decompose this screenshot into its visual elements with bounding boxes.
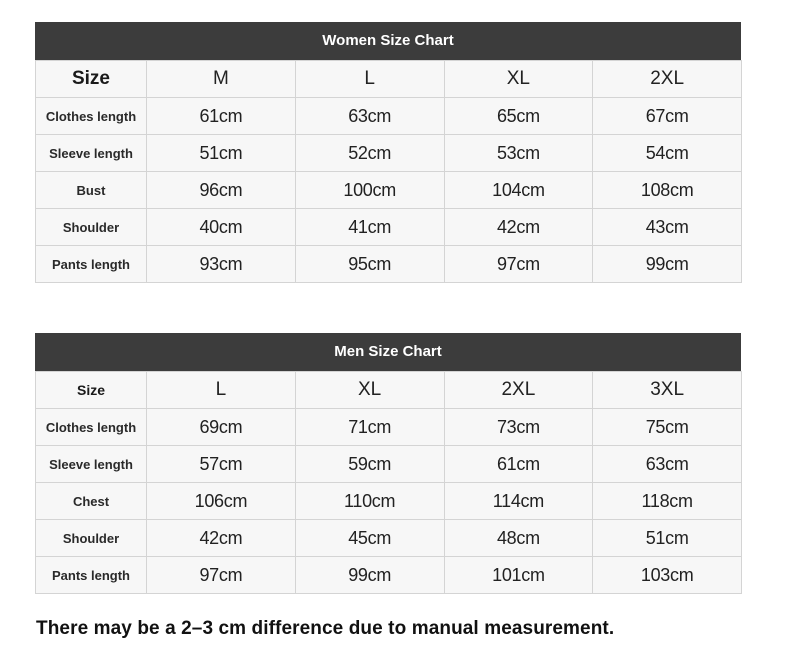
table-cell: 57cm (147, 446, 296, 483)
table-row (36, 135, 742, 172)
table-cell: 101cm (444, 557, 593, 594)
men-size-table (35, 371, 742, 594)
table-cell: 43cm (593, 209, 742, 246)
table-cell: 63cm (295, 98, 444, 135)
table-row (36, 520, 742, 557)
table-row (36, 209, 742, 246)
table-cell: 93cm (147, 246, 296, 283)
table-cell: 59cm (295, 446, 444, 483)
table-cell: 108cm (593, 172, 742, 209)
table-cell: 61cm (444, 446, 593, 483)
size-column-header: 2XL (593, 61, 742, 98)
table-cell: 73cm (444, 409, 593, 446)
women-size-chart (35, 22, 741, 283)
size-column-header: XL (295, 372, 444, 409)
table-cell: 100cm (295, 172, 444, 209)
table-cell: 97cm (147, 557, 296, 594)
table-cell: 97cm (444, 246, 593, 283)
table-cell: 118cm (593, 483, 742, 520)
size-column-header: M (147, 61, 296, 98)
table-cell: 71cm (295, 409, 444, 446)
size-column-header: 2XL (444, 372, 593, 409)
table-cell: 42cm (147, 520, 296, 557)
table-cell: 45cm (295, 520, 444, 557)
table-cell: 99cm (295, 557, 444, 594)
table-row (36, 483, 742, 520)
women-size-table (35, 60, 742, 283)
row-label: Sleeve length (36, 135, 147, 172)
row-label: Pants length (36, 246, 147, 283)
table-cell: 42cm (444, 209, 593, 246)
size-header: Size (36, 372, 147, 409)
size-column-header: L (147, 372, 296, 409)
table-cell: 99cm (593, 246, 742, 283)
row-label: Chest (36, 483, 147, 520)
table-row (36, 409, 742, 446)
women-chart-title: Women Size Chart (35, 22, 741, 60)
table-cell: 52cm (295, 135, 444, 172)
table-cell: 48cm (444, 520, 593, 557)
row-label: Pants length (36, 557, 147, 594)
table-cell: 75cm (593, 409, 742, 446)
table-cell: 67cm (593, 98, 742, 135)
table-cell: 96cm (147, 172, 296, 209)
row-label: Bust (36, 172, 147, 209)
table-cell: 41cm (295, 209, 444, 246)
table-cell: 53cm (444, 135, 593, 172)
row-label: Sleeve length (36, 446, 147, 483)
table-cell: 114cm (444, 483, 593, 520)
row-label: Clothes length (36, 409, 147, 446)
table-row (36, 246, 742, 283)
table-cell: 63cm (593, 446, 742, 483)
table-cell: 65cm (444, 98, 593, 135)
table-row (36, 557, 742, 594)
table-row (36, 446, 742, 483)
table-row (36, 98, 742, 135)
size-column-header: 3XL (593, 372, 742, 409)
row-label: Clothes length (36, 98, 147, 135)
table-cell: 54cm (593, 135, 742, 172)
table-cell: 69cm (147, 409, 296, 446)
size-header: Size (36, 61, 147, 98)
size-column-header: L (295, 61, 444, 98)
row-label: Shoulder (36, 209, 147, 246)
table-cell: 51cm (147, 135, 296, 172)
table-cell: 95cm (295, 246, 444, 283)
row-label: Shoulder (36, 520, 147, 557)
table-cell: 110cm (295, 483, 444, 520)
measurement-note: There may be a 2–3 cm difference due to manual measurement. (36, 618, 615, 639)
size-column-header: XL (444, 61, 593, 98)
table-header-row (36, 372, 742, 409)
table-cell: 40cm (147, 209, 296, 246)
table-cell: 51cm (593, 520, 742, 557)
table-cell: 103cm (593, 557, 742, 594)
table-cell: 104cm (444, 172, 593, 209)
men-size-chart (35, 333, 741, 594)
table-cell: 106cm (147, 483, 296, 520)
table-header-row (36, 61, 742, 98)
table-cell: 61cm (147, 98, 296, 135)
table-row (36, 172, 742, 209)
men-chart-title: Men Size Chart (35, 333, 741, 371)
